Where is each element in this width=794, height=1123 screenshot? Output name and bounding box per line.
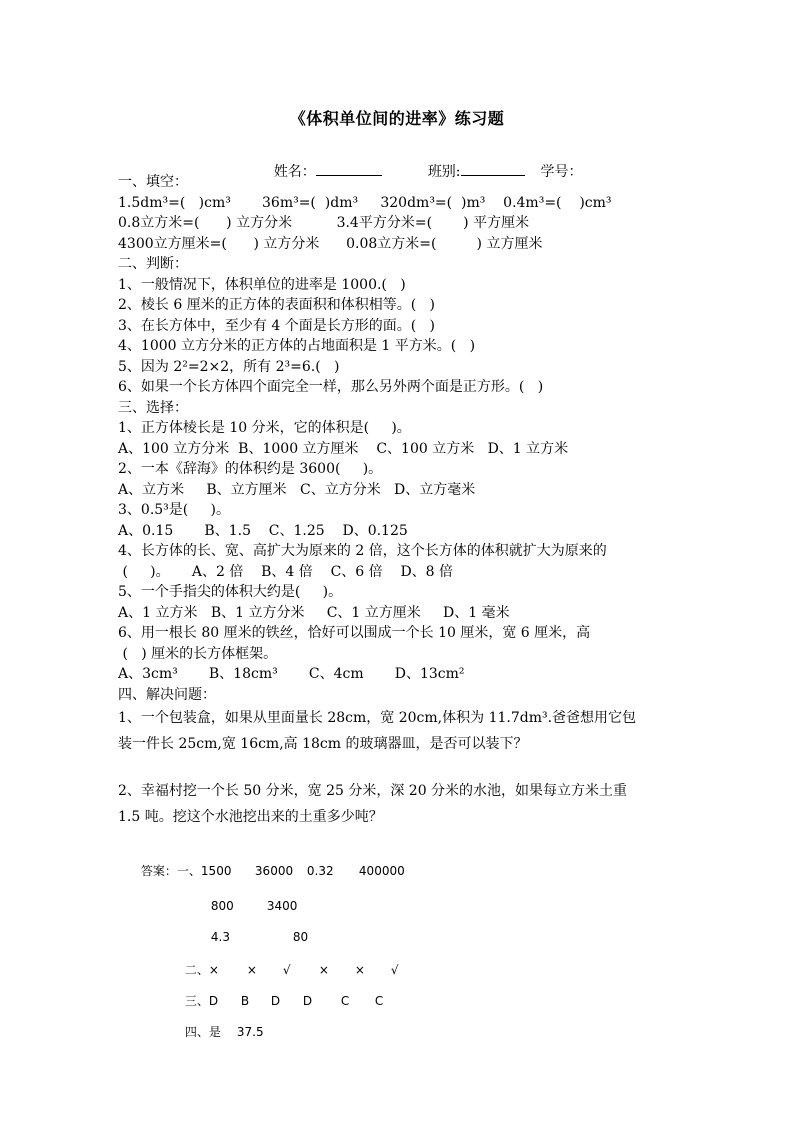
problem-2-line-2: 1.5 吨。挖这个水池挖出来的土重多少吨？ xyxy=(118,808,383,825)
answer-fill-8: 80 xyxy=(292,930,309,944)
answer-fill-4: 400000 xyxy=(358,864,405,878)
section-choice-heading: 三、选择： xyxy=(118,399,188,416)
choice-q1-options: A、100 立方分米 B、1000 立方厘米 C、100 立方米 D、1 立方米 xyxy=(118,440,569,457)
choice-q2: 2、一本《辞海》的体积约是 3600( )。 xyxy=(118,461,383,477)
answer-problem-1: 是 xyxy=(208,1025,221,1039)
choice-q4: 4、长方体的长、宽、高扩大为原来的 2 倍，这个长方体的体积就扩大为原来的 xyxy=(118,543,607,559)
section-judge-heading: 二、判断： xyxy=(118,256,188,272)
class-label: 班别: xyxy=(427,164,461,180)
judge-item-6: 6、如果一个长方体四个面完全一样，那么另外两个面是正方形。( ) xyxy=(118,379,544,395)
worksheet-body xyxy=(118,172,698,830)
answers-label: 答案： xyxy=(140,864,177,878)
judge-item-4: 4、1000 立方分米的正方体的占地面积是 1 平方米。( ) xyxy=(118,338,476,354)
section-problems-heading: 四、解决问题： xyxy=(118,686,216,703)
answers-r6-prefix: 四、 xyxy=(184,1025,209,1039)
fill-line-3: 4300立方厘米=( ) 立方分米 0.08立方米=( ) 立方厘米 xyxy=(118,235,543,252)
answers-r1-prefix: 一、 xyxy=(176,864,201,878)
answer-problem-2: 37.5 xyxy=(236,1025,264,1039)
judge-item-1: 1、一般情况下，体积单位的进率是 1000.( ) xyxy=(118,276,406,293)
name-label: 姓名： xyxy=(273,164,316,180)
answer-choice-5: C xyxy=(340,994,350,1008)
answer-judge-1: × xyxy=(208,963,219,977)
choice-q5-options: A、1 立方米 B、1 立方分米 C、1 立方厘米 D、1 毫米 xyxy=(118,604,510,621)
choice-q6-options: A、3cm³ B、18cm³ C、4cm D、13cm² xyxy=(118,666,465,682)
answer-judge-4: × xyxy=(318,963,329,977)
choice-q2-options: A、立方米 B、立方厘米 C、立方分米 D、立方毫米 xyxy=(118,481,476,498)
fill-line-2: 0.8立方米=( ) 立方分米 3.4平方分米=( ) 平方厘米 xyxy=(118,215,530,231)
answer-fill-6: 3400 xyxy=(266,899,298,913)
section-fill-heading: 一、填空： xyxy=(118,174,188,190)
answer-judge-2: × xyxy=(246,963,257,977)
answers-r5-prefix: 三、 xyxy=(184,994,209,1008)
answer-judge-5: × xyxy=(354,963,365,977)
answer-choice-2: B xyxy=(240,994,250,1008)
problem-1-line-2: 装一件长 25cm,宽 16cm,高 18cm 的玻璃器皿，是否可以装下？ xyxy=(118,736,528,752)
answer-judge-6: √ xyxy=(390,963,399,977)
answer-fill-1: 1500 xyxy=(200,864,232,878)
answers-r4-prefix: 二、 xyxy=(184,963,209,977)
choice-q3-options: A、0.15 B、1.5 C、1.25 D、0.125 xyxy=(118,522,408,539)
choice-q5: 5、一个手指尖的体积大约是( )。 xyxy=(118,584,343,600)
choice-q3: 3、0.5³是( )。 xyxy=(118,502,230,518)
answer-fill-3: 0.32 xyxy=(306,864,334,878)
answer-fill-2: 36000 xyxy=(254,864,294,878)
fill-line-1: 1.5dm³=( )cm³ 36m³=( )dm³ 320dm³=( )m³ 0.4m³=( )cm³ xyxy=(118,194,612,211)
answer-fill-7: 4.3 xyxy=(210,930,230,944)
answer-judge-3: √ xyxy=(282,963,291,977)
answer-choice-3: D xyxy=(270,994,281,1008)
answer-choice-6: C xyxy=(374,994,384,1008)
choice-q4-options: ( )。 A、2 倍 B、4 倍 C、6 倍 D、8 倍 xyxy=(118,563,454,580)
judge-item-3: 3、在长方体中，至少有 4 个面是长方形的面。( ) xyxy=(118,317,435,334)
page-title: 《体积单位间的进率》练习题 xyxy=(289,109,505,128)
problem-1-line-1: 1、一个包装盒，如果从里面量长 28cm，宽 20cm,体积为 11.7dm³.爸爸想用它包 xyxy=(118,710,637,726)
choice-q6-cont: ( ) 厘米的长方体框架。 xyxy=(118,645,278,662)
answer-choice-4: D xyxy=(302,994,313,1008)
answer-fill-5: 800 xyxy=(210,899,234,913)
choice-q6: 6、用一根长 80 厘米的铁丝，恰好可以围成一个长 10 厘米，宽 6 厘米，高 xyxy=(118,625,591,641)
id-label: 学号： xyxy=(540,164,583,180)
problem-2-line-1: 2、幸福村挖一个长 50 分米，宽 25 分米，深 20 分米的水池，如果每立方米土重 xyxy=(118,782,628,799)
judge-item-5: 5、因为 2²=2×2，所有 2³=6.( ) xyxy=(118,358,340,375)
answers-row-6 xyxy=(162,1009,264,1054)
choice-q1: 1、正方体棱长是 10 分米，它的体积是( )。 xyxy=(118,420,411,436)
judge-item-2: 2、棱长 6 厘米的正方体的表面积和体积相等。( ) xyxy=(118,297,435,313)
answer-choice-1: D xyxy=(208,994,219,1008)
